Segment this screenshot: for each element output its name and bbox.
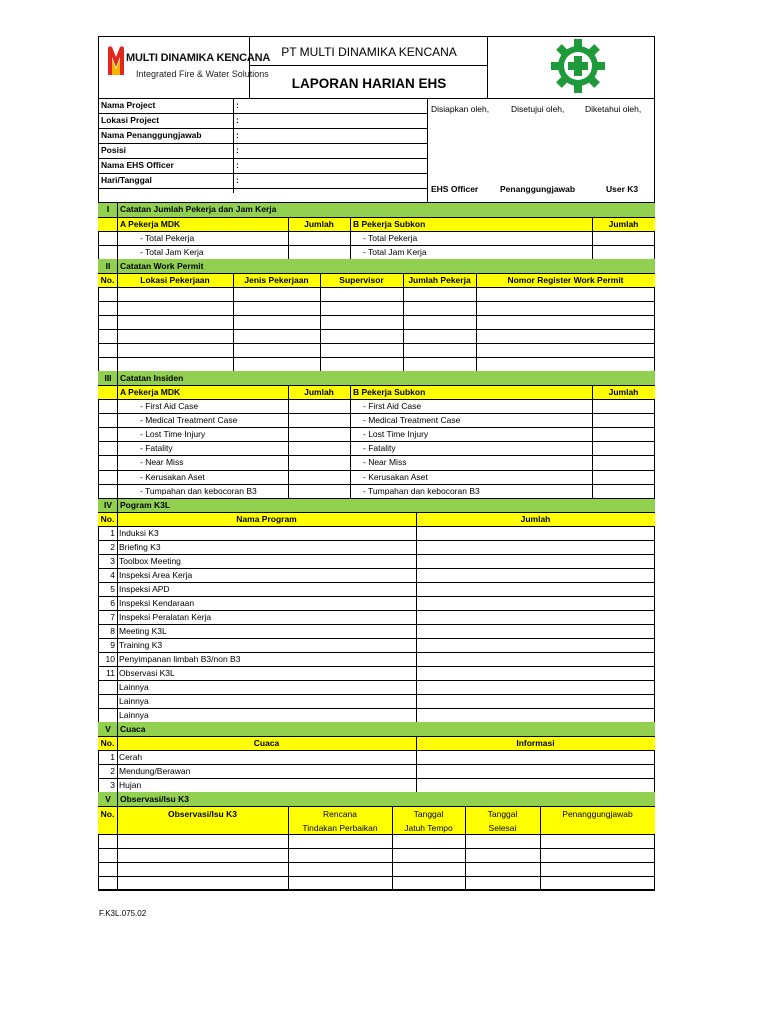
program-name: Lainnya	[119, 697, 149, 706]
program-name: Inspeksi Kendaraan	[119, 599, 195, 608]
col-header: Tanggal	[413, 810, 444, 819]
col-header: Jumlah	[304, 388, 334, 397]
col-header: Observasi/Isu K3	[168, 810, 237, 819]
list-item: - Total Jam Kerja	[140, 248, 204, 257]
row-number: 9	[110, 641, 115, 650]
row-number: 7	[110, 613, 115, 622]
section-title: Pogram K3L	[120, 501, 171, 510]
incident-item: - First Aid Case	[363, 402, 422, 411]
form-code: F.K3L.075.02	[99, 909, 147, 918]
field-colon: :	[236, 146, 239, 155]
acknowledged-by-label: Diketahui oleh,	[585, 105, 642, 114]
field-colon: :	[236, 116, 239, 125]
program-name: Induksi K3	[119, 529, 159, 538]
incident-item: - First Aid Case	[140, 402, 199, 411]
col-header: Jumlah	[608, 388, 639, 397]
col-header: Jumlah	[520, 515, 551, 524]
list-item: - Total Pekerja	[363, 234, 418, 243]
incident-item: - Tumpahan dan kebocoran B3	[363, 486, 480, 496]
incident-item: - Fatality	[140, 444, 173, 453]
responsible-signature-label: Penanggungjawab	[500, 185, 576, 194]
col-header: B Pekerja Subkon	[353, 220, 426, 229]
col-header: Jenis Pekerjaan	[244, 276, 309, 285]
field-label: Lokasi Project	[101, 116, 160, 125]
section-number: V	[105, 795, 111, 804]
weather-name: Cerah	[119, 753, 143, 762]
col-header: Nama Program	[236, 515, 297, 524]
col-header: A Pekerja MDK	[120, 220, 181, 229]
approved-by-label: Disetujui oleh,	[511, 105, 565, 114]
col-header: Tanggal	[487, 810, 518, 819]
incident-item: - Kerusakan Aset	[140, 472, 205, 481]
field-label: Nama Project	[101, 101, 156, 110]
col-header: No.	[100, 739, 115, 748]
col-header: Cuaca	[253, 739, 280, 748]
col-header: B Pekerja Subkon	[353, 388, 426, 397]
incident-item: - Tumpahan dan kebocoran B3	[140, 486, 257, 496]
col-header: A Pekerja MDK	[120, 388, 181, 397]
program-name: Toolbox Meeting	[119, 557, 181, 566]
section-title: Catatan Insiden	[120, 374, 184, 383]
program-name: Inspeksi Peralatan Kerja	[119, 613, 212, 622]
company-name: PT MULTI DINAMIKA KENCANA	[281, 45, 457, 59]
row-number: 3	[110, 781, 115, 790]
col-header: No.	[100, 276, 115, 285]
row-number: 10	[105, 655, 115, 664]
col-header: No.	[100, 515, 115, 524]
row-number: 3	[110, 557, 115, 566]
ehs-officer-signature-label: EHS Officer	[431, 185, 479, 194]
col-header: Selesai	[488, 824, 517, 833]
program-name: Inspeksi APD	[119, 585, 170, 594]
incident-item: - Lost Time Injury	[363, 430, 429, 439]
field-colon: :	[236, 161, 239, 170]
field-colon: :	[236, 176, 239, 185]
section-number: IV	[103, 501, 113, 510]
col-header: Jatuh Tempo	[404, 824, 453, 833]
section-number: III	[104, 374, 112, 383]
user-k3-signature-label: User K3	[606, 185, 639, 194]
section-title: Catatan Work Permit	[120, 262, 204, 271]
row-number: 4	[110, 571, 115, 580]
col-header: Jumlah Pekerja	[408, 276, 471, 285]
incident-item: - Medical Treatment Case	[363, 416, 461, 425]
col-header: Rencana	[322, 810, 358, 819]
col-header: Nomor Register Work Permit	[507, 276, 624, 285]
incident-item: - Near Miss	[363, 458, 407, 467]
section-title: Catatan Jumlah Pekerja dan Jam Kerja	[120, 205, 277, 214]
company-logo-name: MULTI DINAMIKA KENCANA	[126, 52, 271, 64]
program-name: Lainnya	[119, 683, 149, 692]
row-number: 6	[110, 599, 115, 608]
incident-item: - Lost Time Injury	[140, 430, 206, 439]
row-number: 8	[110, 627, 115, 636]
col-header: Informasi	[516, 739, 555, 748]
company-logo-tagline: Integrated Fire & Water Solutions	[136, 69, 269, 79]
report-title: LAPORAN HARIAN EHS	[291, 76, 447, 91]
weather-name: Hujan	[119, 781, 142, 790]
prepared-by-label: Disiapkan oleh,	[431, 105, 490, 114]
program-name: Inspeksi Area Kerja	[119, 571, 193, 580]
row-number: 2	[110, 543, 115, 552]
field-label: Posisi	[101, 146, 127, 155]
section-number: II	[105, 262, 111, 271]
incident-item: - Near Miss	[140, 458, 184, 467]
program-name: Briefing K3	[119, 543, 161, 552]
incident-item: - Fatality	[363, 444, 396, 453]
row-number: 1	[110, 529, 115, 538]
list-item: - Total Jam Kerja	[363, 248, 427, 257]
program-name: Lainnya	[119, 711, 149, 720]
field-label: Hari/Tanggal	[101, 176, 152, 185]
row-number: 11	[106, 669, 115, 678]
col-header: Tindakan Perbaikan	[302, 824, 378, 833]
field-colon: :	[236, 101, 239, 110]
field-label: Nama EHS Officer	[101, 161, 174, 170]
row-number: 5	[110, 585, 115, 594]
program-name: Observasi K3L	[119, 669, 175, 678]
section-title: Observasi/Isu K3	[120, 795, 189, 804]
program-name: Meeting K3L	[119, 627, 167, 636]
list-item: - Total Pekerja	[140, 234, 195, 243]
incident-item: - Kerusakan Aset	[363, 472, 428, 481]
section-number: I	[106, 205, 110, 214]
row-number: 1	[110, 753, 115, 762]
row-number: 2	[110, 767, 115, 776]
program-name: Penyimpanan limbah B3/non B3	[119, 655, 241, 664]
section-number: V	[105, 725, 111, 734]
col-header: Jumlah	[304, 220, 334, 229]
section-title: Cuaca	[120, 725, 146, 734]
col-header: Penanggungjawab	[562, 810, 633, 819]
col-header: Jumlah	[608, 220, 639, 229]
program-name: Training K3	[119, 641, 163, 650]
weather-name: Mendung/Berawan	[119, 767, 191, 776]
col-header: Lokasi Pekerjaan	[140, 276, 210, 285]
incident-item: - Medical Treatment Case	[140, 416, 238, 425]
col-header: No.	[100, 810, 115, 819]
field-label: Nama Penanggungjawab	[101, 131, 202, 140]
col-header: Supervisor	[339, 276, 384, 285]
field-colon: :	[236, 131, 239, 140]
